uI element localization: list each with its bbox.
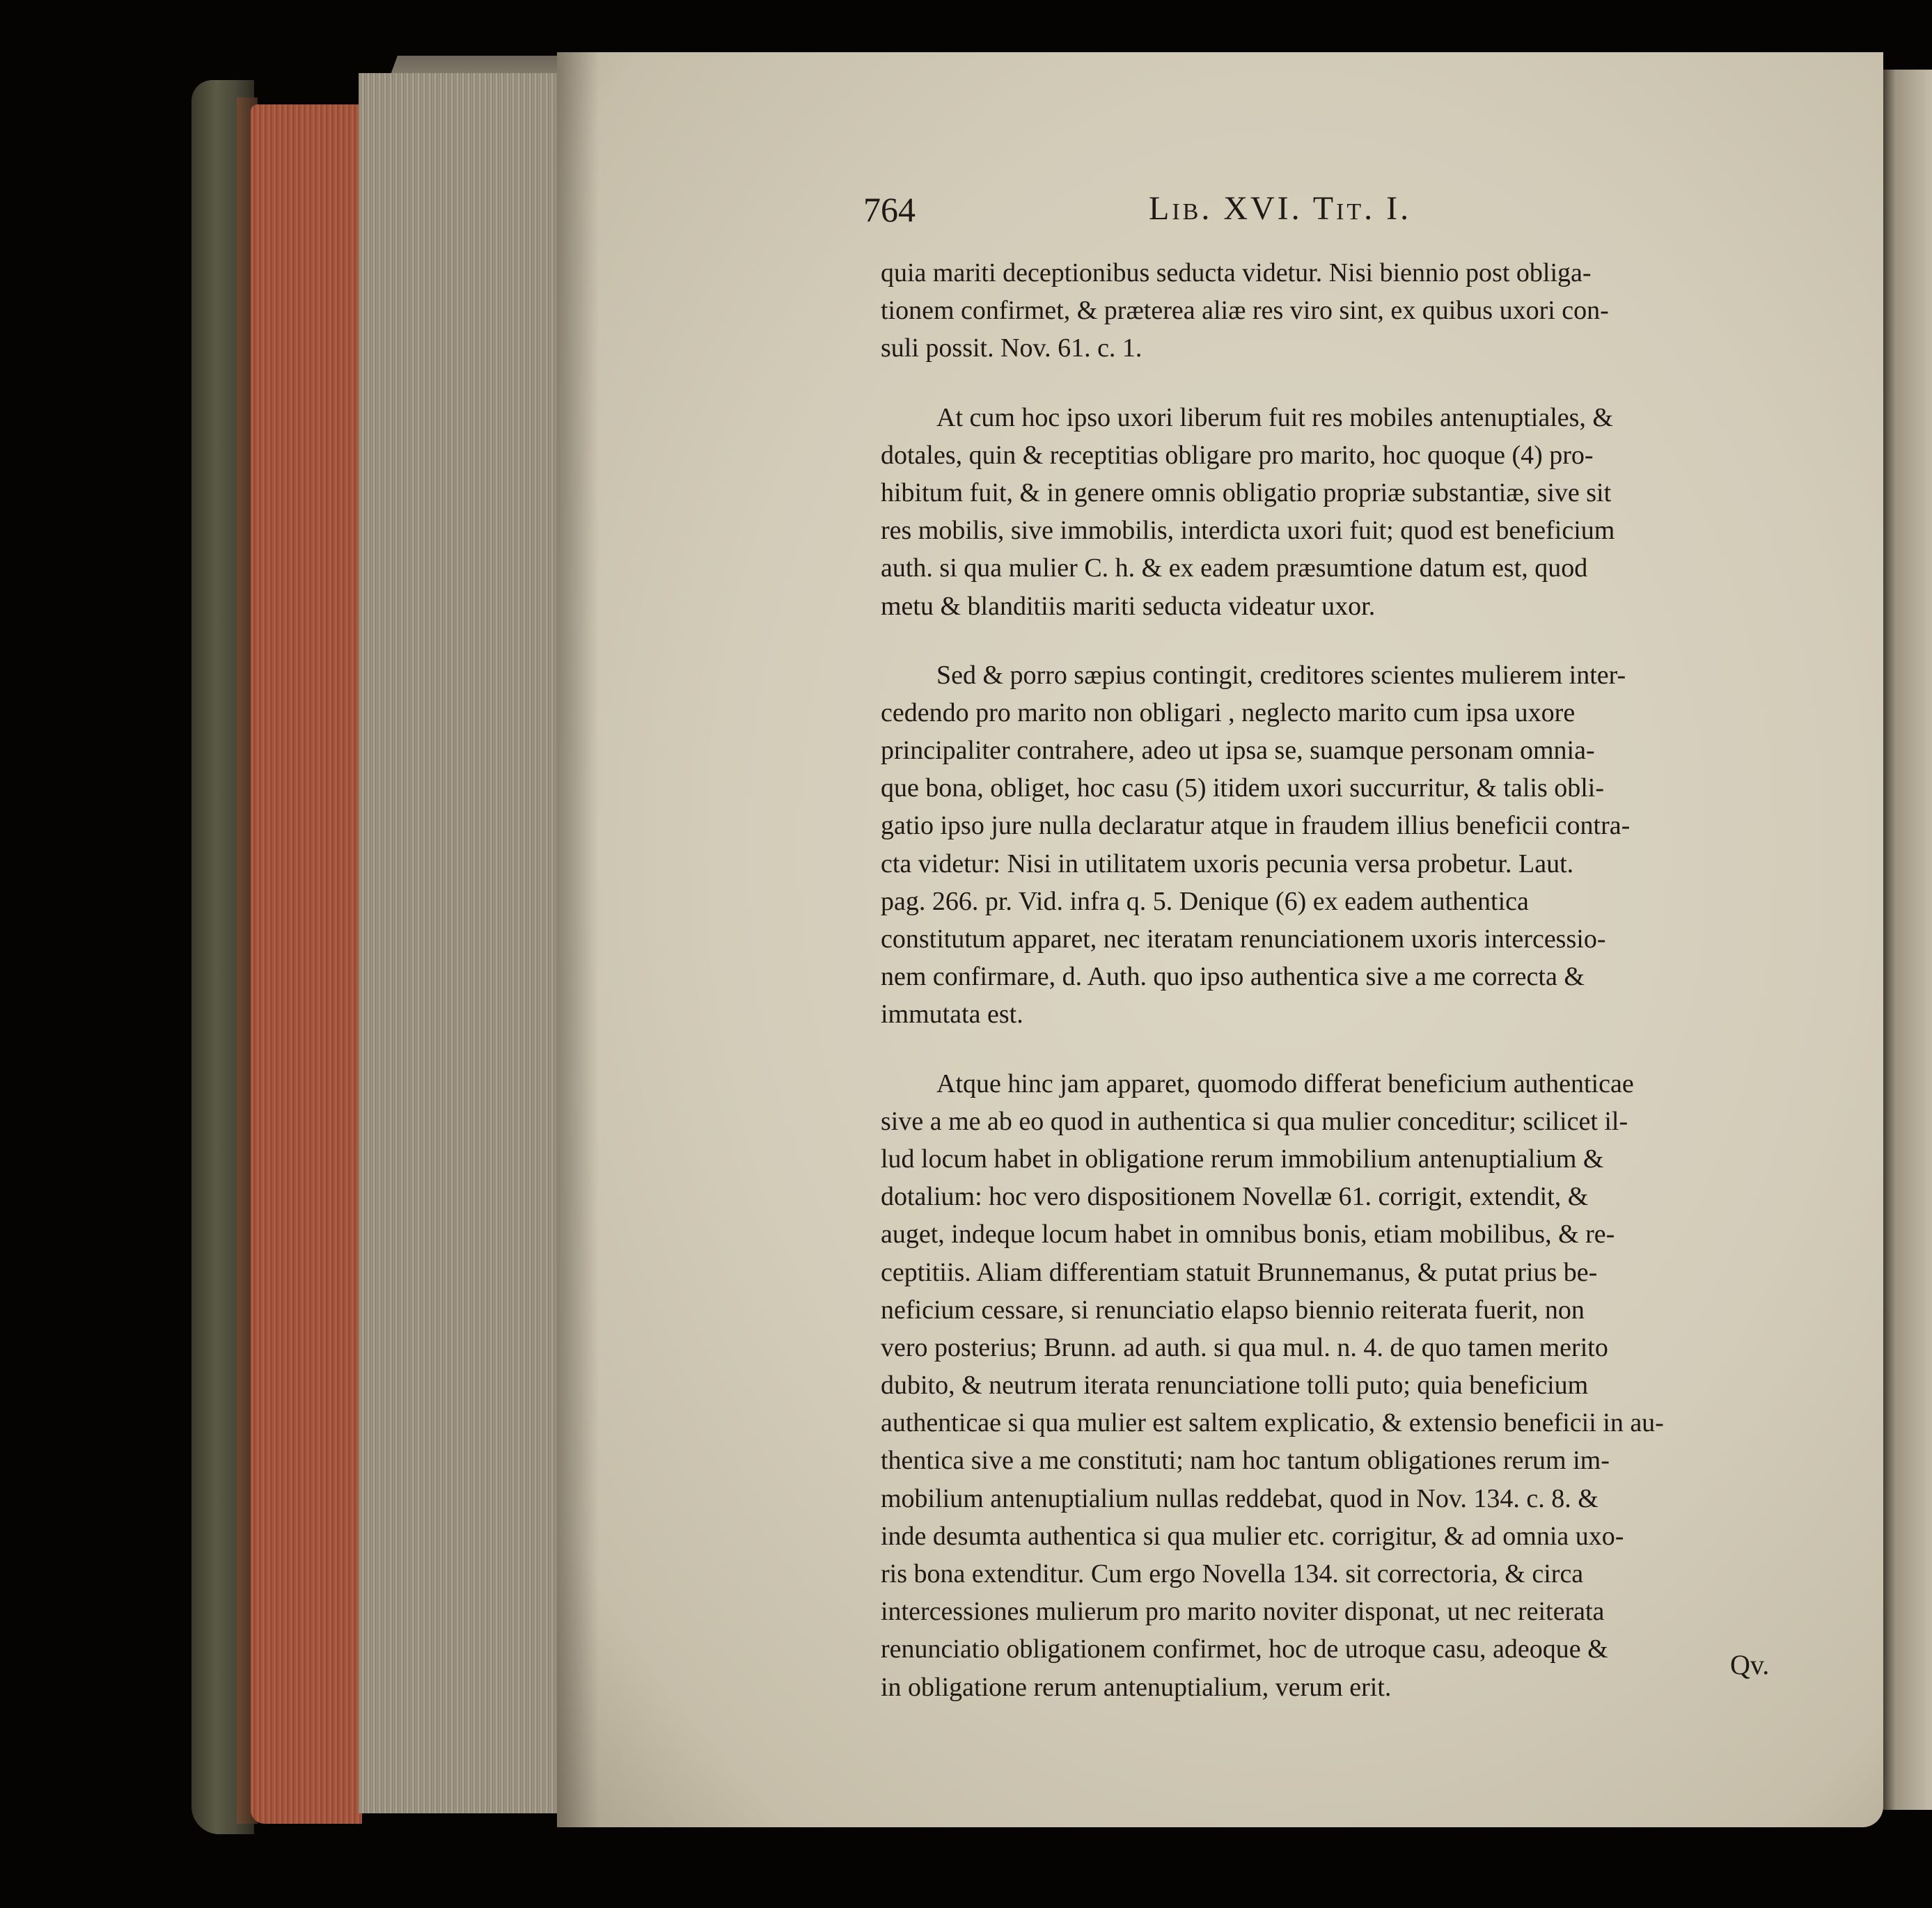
text-line: Atque hinc jam apparet, quomodo differat beneficium authenticae — [936, 1069, 1634, 1098]
text-line: que bona, obliget, hoc casu (5) itidem uxori succurritur, & talis obli- — [881, 773, 1605, 803]
text-line: nem confirmare, d. Auth. quo ipso authentica sive a me correcta & — [881, 962, 1585, 992]
text-line: metu & blanditiis mariti seducta videatur uxor. — [881, 591, 1376, 621]
text-line: thentica sive a me constituti; nam hoc tantum obligationes rerum im- — [881, 1446, 1610, 1476]
text-line: authenticae si qua mulier est saltem explicatio, & extensio beneficii in au- — [881, 1408, 1664, 1438]
paragraph-gap — [881, 1034, 1772, 1065]
text-line: in obligatione rerum antenuptialium, verum erit. — [881, 1672, 1392, 1702]
gutter-shadow — [557, 52, 599, 1827]
text-line: constitutum apparet, nec iteratam renunciationem uxoris intercessio- — [881, 924, 1606, 954]
text-line: mobilium antenuptialium nullas reddebat, quod in Nov. 134. c. 8. & — [881, 1483, 1599, 1513]
text-line: cedendo pro marito non obligari , neglecto marito cum ipsa uxore — [881, 697, 1576, 727]
catchword: Qv. — [1730, 1649, 1770, 1680]
text-line: suli possit. Nov. 61. c. 1. — [881, 333, 1142, 363]
facing-page-edge — [1880, 70, 1932, 1810]
text-line: principaliter contrahere, adeo ut ipsa se, suamque personam omnia- — [881, 736, 1595, 766]
text-line: gatio ipso jure nulla declaratur atque in fraudem illius beneficii contra- — [881, 811, 1631, 841]
text-line: dotales, quin & receptitias obligare pro marito, hoc quoque (4) pro- — [881, 440, 1594, 470]
text-line: renunciatio obligationem confirmet, hoc de utroque casu, adeoque & — [881, 1634, 1608, 1664]
text-line: intercessiones mulierum pro marito noviter disponat, ut nec reiterata — [881, 1597, 1605, 1627]
text-line: Sed & porro sæpius contingit, creditores scientes mulierem inter- — [936, 660, 1626, 690]
text-line: sive a me ab eo quod in authentica si qua mulier conceditur; scilicet il- — [881, 1106, 1628, 1136]
text-line: ris bona extenditur. Cum ergo Novella 134. sit correctoria, & circa — [881, 1559, 1584, 1588]
text-line: At cum hoc ipso uxori liberum fuit res mobiles antenuptiales, & — [936, 402, 1613, 432]
text-line: ceptitiis. Aliam differentiam statuit Brunnemanus, & putat prius be- — [881, 1257, 1598, 1287]
text-line: immutata est. — [881, 1000, 1023, 1030]
paragraph-gap — [881, 625, 1772, 656]
page-stack-edges — [359, 73, 567, 1813]
text-line: dotalium: hoc vero dispositionem Novellæ 61. corrigit, extendit, & — [881, 1182, 1589, 1212]
paragraph-gap — [881, 368, 1772, 399]
page-body — [881, 254, 1772, 1706]
red-page-edges — [251, 104, 362, 1824]
text-line: pag. 266. pr. Vid. infra q. 5. Denique (6) ex eadem authentica — [881, 886, 1529, 916]
text-line: inde desumta authentica si qua mulier etc. corrigitur, & ad omnia uxo- — [881, 1521, 1624, 1551]
page-number: 764 — [863, 190, 916, 229]
text-line: cta videtur: Nisi in utilitatem uxoris pecunia versa probetur. Laut. — [881, 849, 1574, 878]
text-line: res mobilis, sive immobilis, interdicta uxori fuit; quod est beneficium — [881, 516, 1615, 546]
text-line: dubito, & neutrum iterata renunciatione tolli puto; quia beneficium — [881, 1371, 1589, 1401]
running-head: Lib. XVI. Tit. I. — [1149, 190, 1412, 227]
text-line: auget, indeque locum habet in omnibus bonis, etiam mobilibus, & re- — [881, 1220, 1615, 1249]
text-line: auth. si qua mulier C. h. & ex eadem præsumtione datum est, quod — [881, 553, 1588, 583]
text-line: vero posterius; Brunn. ad auth. si qua mul. n. 4. de quo tamen merito — [881, 1332, 1608, 1362]
text-line: hibitum fuit, & in genere omnis obligatio propriæ substantiæ, sive sit — [881, 478, 1612, 507]
text-line: lud locum habet in obligatione rerum immobilium antenuptialium & — [881, 1144, 1604, 1174]
text-line: neficium cessare, si renunciatio elapso biennio reiterata fuerit, non — [881, 1295, 1585, 1325]
text-line: quia mariti deceptionibus seducta videtur. Nisi biennio post obliga- — [881, 258, 1592, 287]
text-line: tionem confirmet, & præterea aliæ res viro sint, ex quibus uxori con- — [881, 296, 1609, 326]
